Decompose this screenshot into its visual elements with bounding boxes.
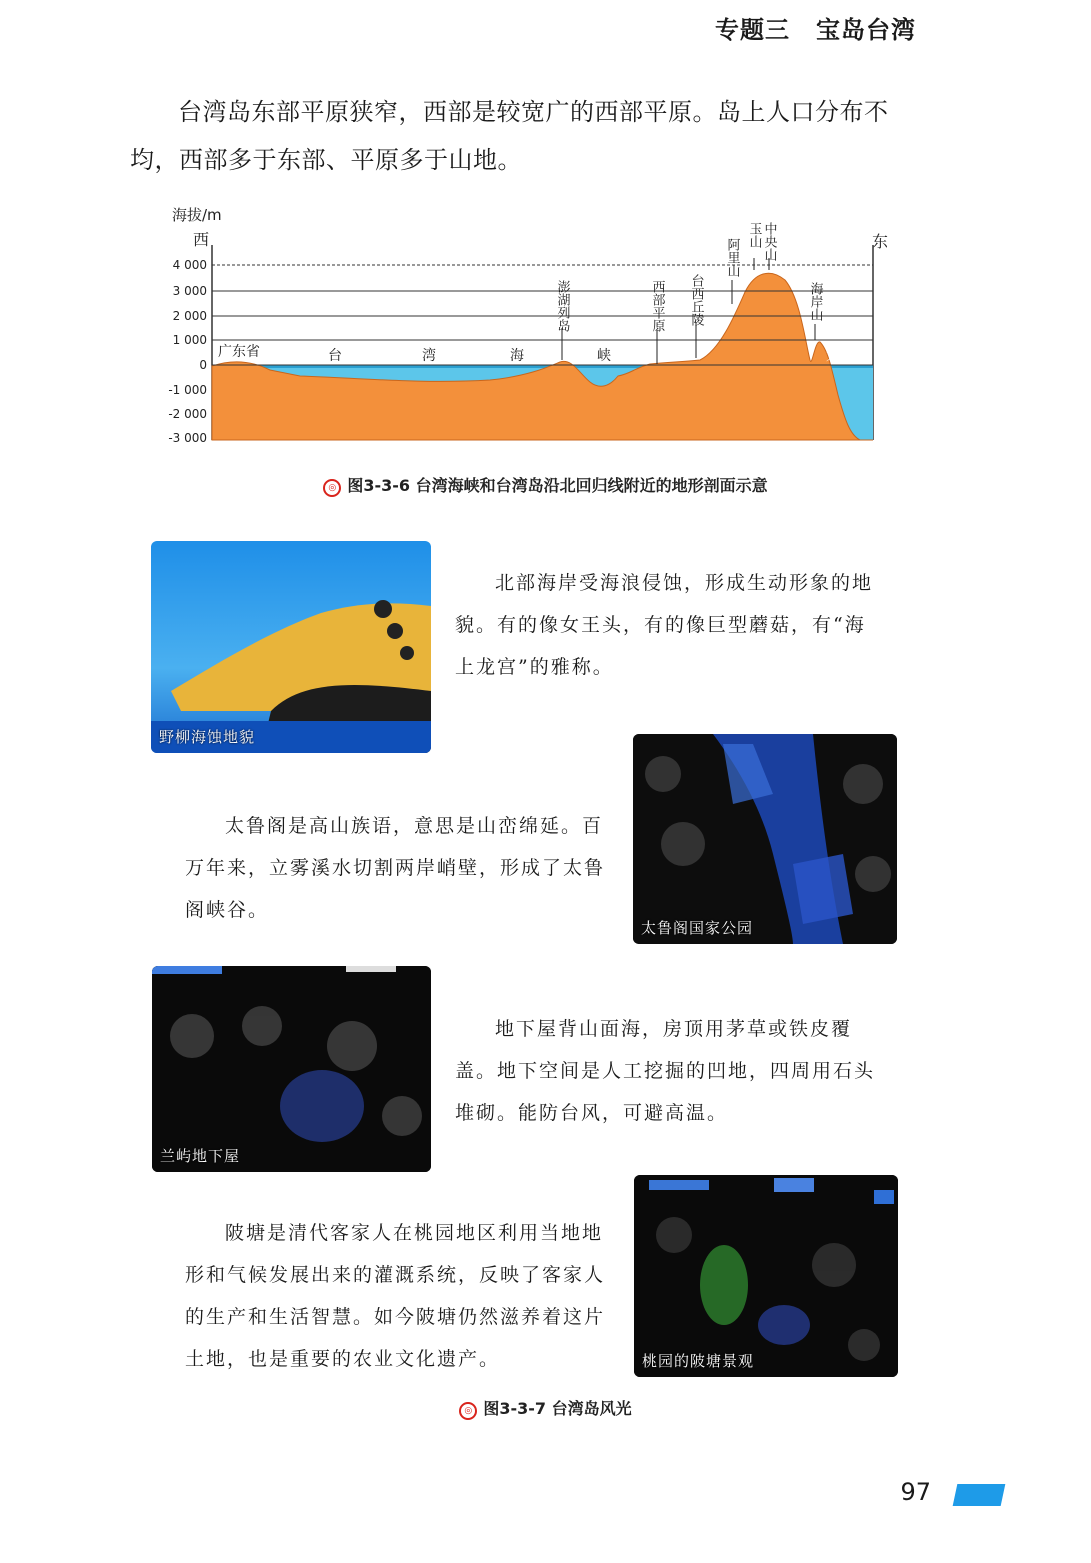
axis-title: 海拔/m xyxy=(172,206,222,224)
central-label: 中央山 xyxy=(761,222,777,261)
page-number: 97 xyxy=(900,1478,931,1506)
photo-text-3: 地下屋背山面海，房顶用茅草或铁皮覆盖。地下空间是人工挖掘的凹地，四周用石头堆砌。能防台风，可避高温。 xyxy=(455,1018,876,1124)
strait-label: 台 xyxy=(328,348,342,364)
land-profile xyxy=(212,273,873,440)
tick-label: 3 000 xyxy=(172,284,207,298)
tick-label: 2 000 xyxy=(172,309,207,323)
coastal-label: 海岸山 xyxy=(807,282,823,321)
topic-title: 宝岛台湾 xyxy=(816,16,916,44)
figure-icon: ◎ xyxy=(323,479,341,497)
lanyu-landscape xyxy=(152,966,431,1172)
east-label: 东 xyxy=(872,232,889,251)
alishan-label: 阿里山 xyxy=(724,238,740,277)
hills-label: 台西丘陵 xyxy=(688,274,704,326)
page-accent-bar xyxy=(953,1484,1006,1506)
west-plain-label: 西部平原 xyxy=(649,280,665,332)
topic-label: 专题三 xyxy=(715,16,790,44)
strait-label: 湾 xyxy=(422,348,436,364)
guangdong-label: 广东省 xyxy=(218,344,260,360)
taroko-landscape xyxy=(633,734,897,944)
tick-label: -3 000 xyxy=(168,431,207,445)
tick-label: -2 000 xyxy=(168,407,207,421)
photo-text-2: 太鲁阁是高山族语，意思是山峦绵延。百万年来，立雾溪水切割两岸峭壁，形成了太鲁阁峡谷。 xyxy=(185,815,606,921)
taoyuan-landscape xyxy=(634,1175,898,1377)
photo-yehliu xyxy=(151,541,431,753)
figure-icon: ◎ xyxy=(459,1402,477,1420)
photo-label: 兰屿地下屋 xyxy=(160,1147,241,1165)
terrain-profile-diagram xyxy=(160,200,900,460)
chapter-header xyxy=(715,10,916,45)
photo-label: 桃园的陂塘景观 xyxy=(642,1352,755,1370)
intro-paragraph: 台湾岛东部平原狭窄，西部是较宽广的西部平原。岛上人口分布不均，西部多于东部、平原多于山地。 xyxy=(130,98,889,174)
strait-label: 海 xyxy=(510,348,524,364)
pacific-label: 大平洋 xyxy=(826,349,866,364)
yushan-label: 玉山 xyxy=(746,222,762,248)
west-label: 西 xyxy=(193,230,210,249)
tick-label: 4 000 xyxy=(172,258,207,272)
yehliu-landscape xyxy=(151,541,431,753)
tick-label: -1 000 xyxy=(168,383,207,397)
penghu-label: 澎湖列岛 xyxy=(554,280,570,332)
photo-label: 太鲁阁国家公园 xyxy=(641,919,754,937)
photo-label: 野柳海蚀地貌 xyxy=(159,728,256,746)
strait-label: 峡 xyxy=(597,348,611,364)
photo-text-4: 陂塘是清代客家人在桃园地区利用当地地形和气候发展出来的灌溉系统，反映了客家人的生产和生活智慧。如今陂塘仍然滋养着这片土地，也是重要的农业文化遗产。 xyxy=(185,1222,606,1370)
photo-lanyu xyxy=(152,966,431,1172)
tick-label: 0 xyxy=(199,358,207,372)
photo-taoyuan xyxy=(634,1175,898,1377)
figure-caption-1: ◎ 图3-3-6 台湾海峡和台湾岛沿北回归线附近的地形剖面示意 xyxy=(0,473,1091,497)
photo-text-1: 北部海岸受海浪侵蚀，形成生动形象的地貌。有的像女王头，有的像巨型蘑菇，有“海上龙宫”的雅称。 xyxy=(455,572,874,678)
photo-taroko xyxy=(633,734,897,944)
figure-caption-2: ◎ 图3-3-7 台湾岛风光 xyxy=(0,1396,1091,1420)
tick-label: 1 000 xyxy=(172,333,207,347)
